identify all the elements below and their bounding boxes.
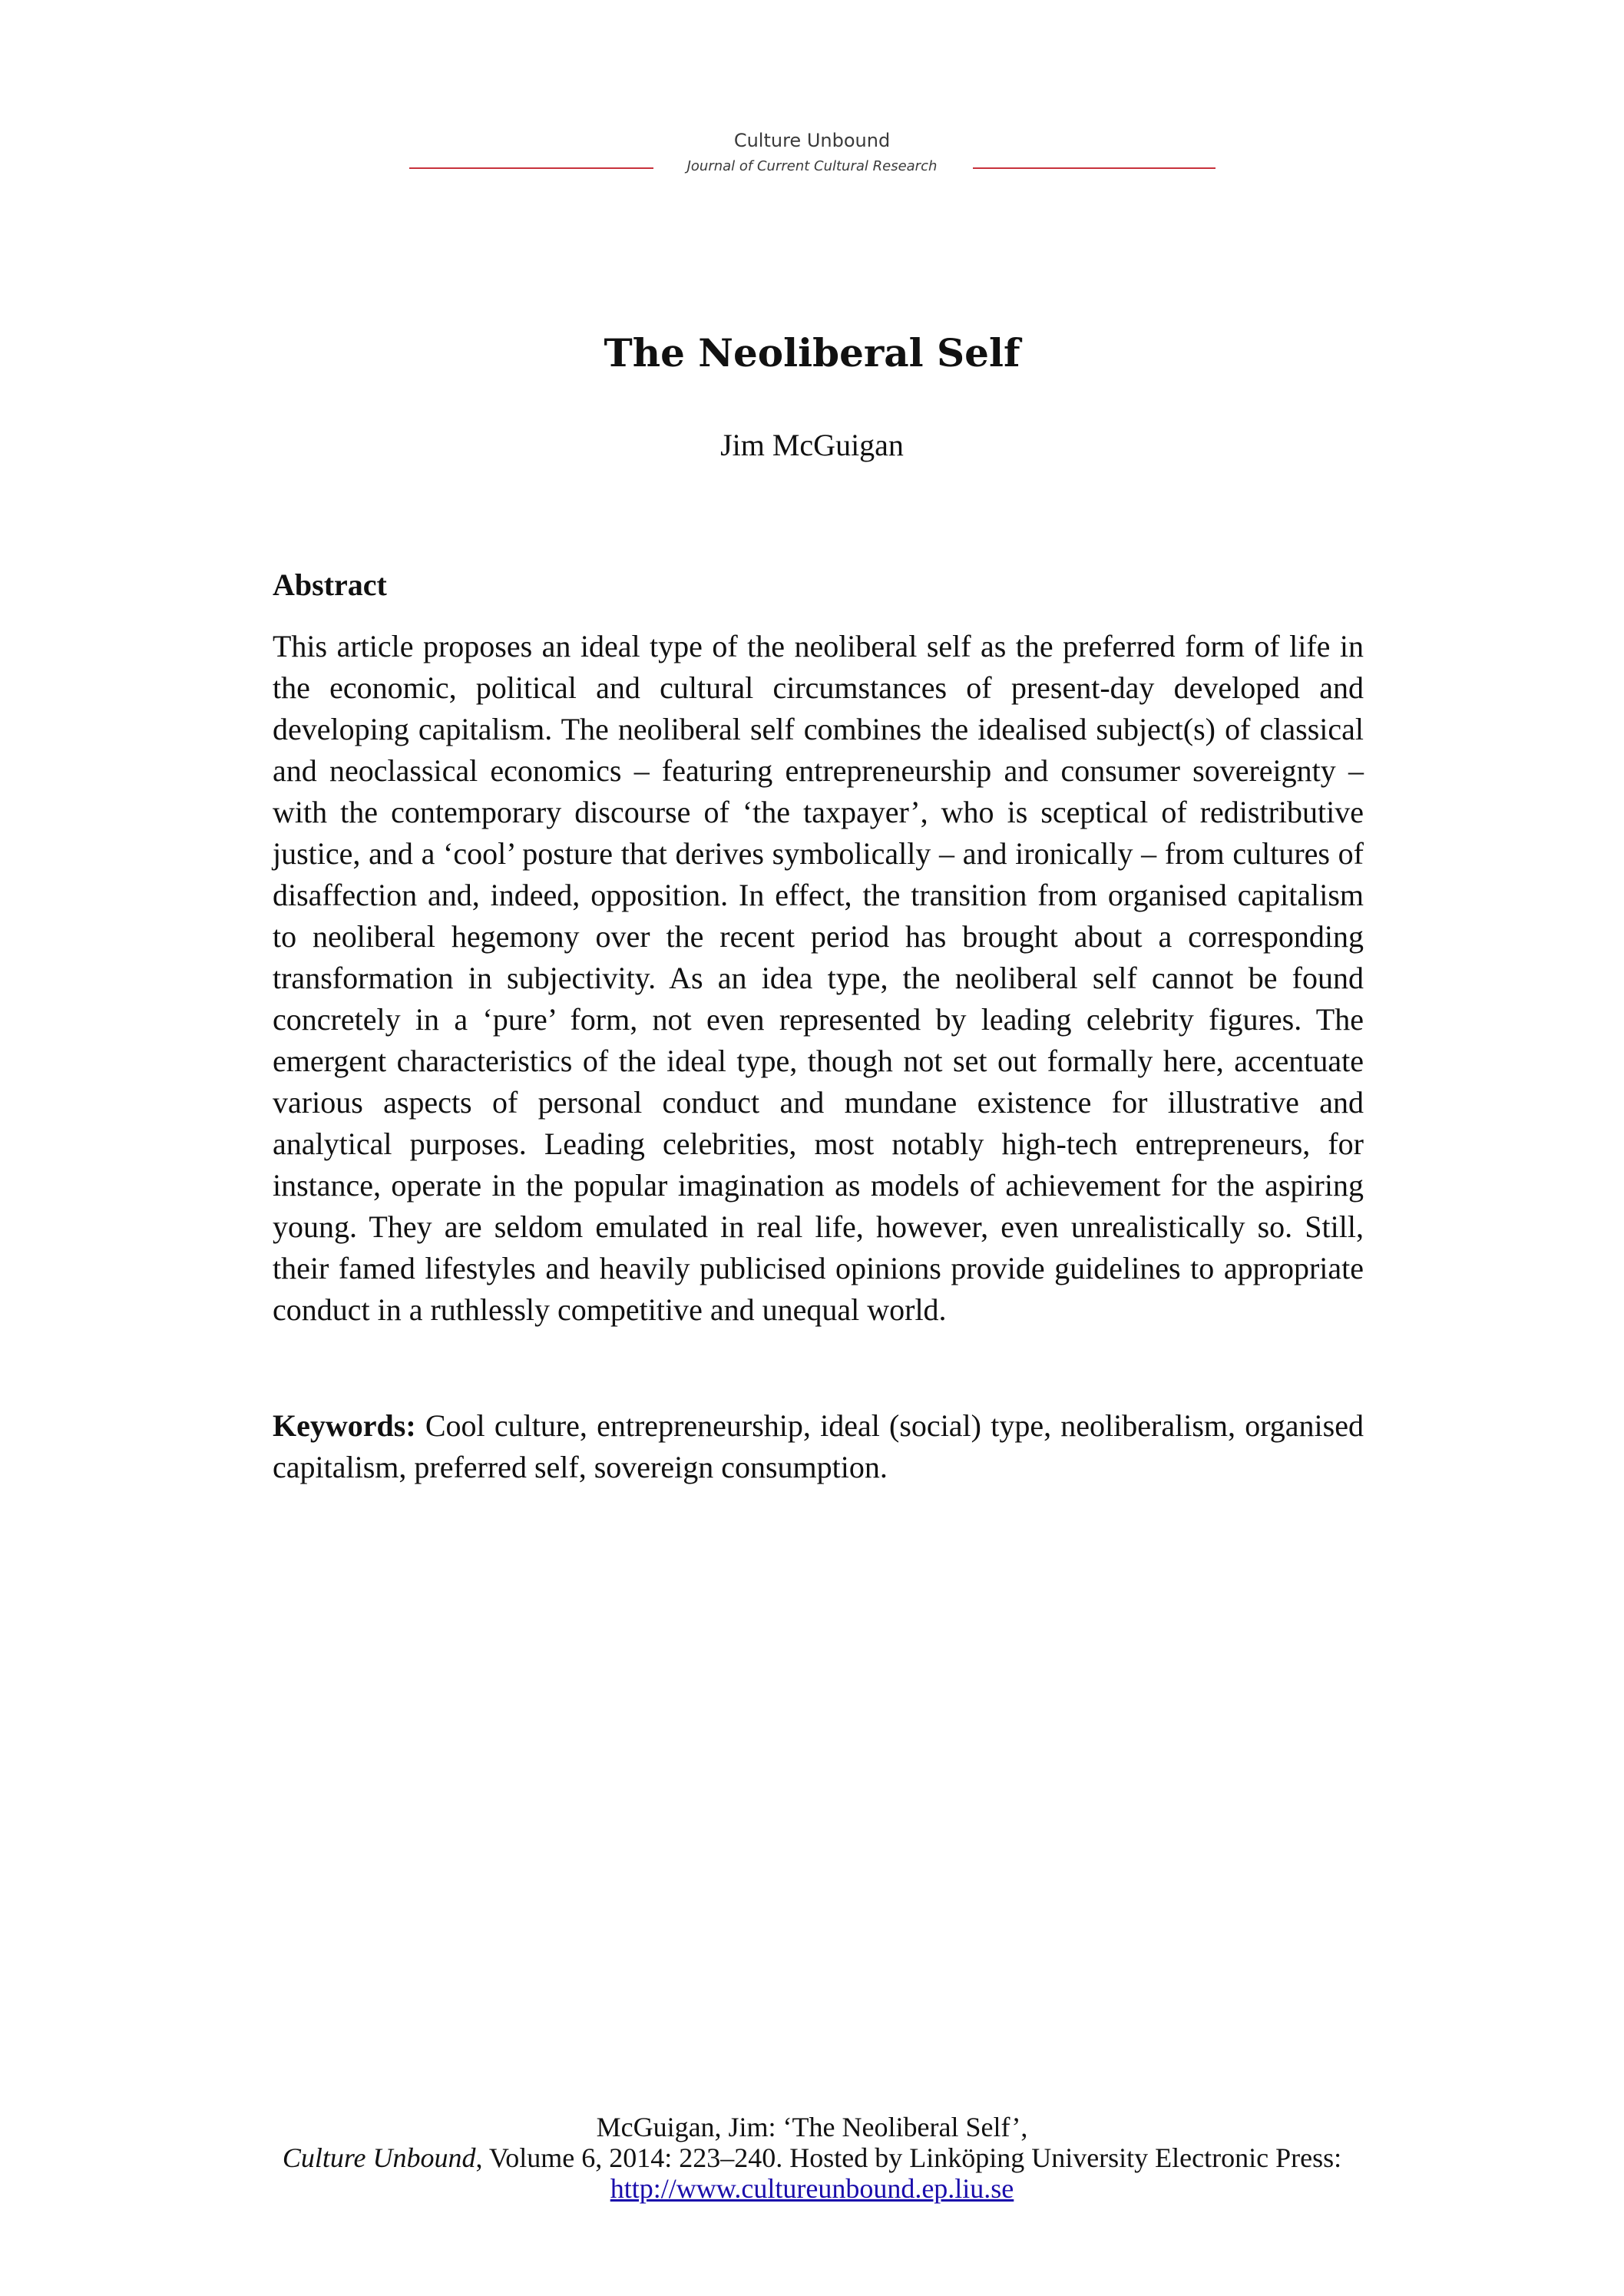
- page-footer: [0, 2112, 1624, 2204]
- keywords-paragraph: [273, 1405, 1364, 1488]
- keywords-label: Keywords:: [273, 1408, 416, 1443]
- journal-header: [0, 129, 1624, 178]
- abstract-heading: Abstract: [273, 567, 387, 602]
- footer-journal-name: Culture Unbound: [282, 2142, 476, 2173]
- journal-rule-row: [409, 155, 1216, 178]
- journal-rule-right: [973, 167, 1216, 169]
- journal-name: Culture Unbound: [733, 130, 891, 151]
- author-name: Jim McGuigan: [720, 428, 904, 462]
- footer-citation: McGuigan, Jim: ‘The Neoliberal Self’,: [596, 2112, 1028, 2142]
- footer-journal-line: [0, 2142, 1624, 2173]
- footer-details: , Volume 6, 2014: 223–240. Hosted by Linköping University Electronic Press:: [475, 2142, 1342, 2173]
- abstract-body: This article proposes an ideal type of the neoliberal self as the preferred form of life in the economic, political and cultural circumstances of present-day developed and developing capitalism. The neoliberal self combines the idealised subject(s) of classical and neoclassical economics – featuring entrepreneurship and consumer sovereignty – with the contemporary discourse of ‘the taxpayer’, who is sceptical of redistributive justice, and a ‘cool’ posture that derives symbolically – and ironically – from cultures of disaffection and, indeed, opposition. In effect, the transition from organised capitalism to neoliberal hegemony over the recent period has brought about a corresponding transformation in subjectivity. As an idea type, the neoliberal self cannot be found concretely in a ‘pure’ form, not even represented by leading celebrity figures. The emergent characteristics of the ideal type, though not set out formally here, accentuate various aspects of personal conduct and mundane existence for illustrative and analytical purposes. Leading celebrities, most notably high-tech entrepreneurs, for instance, operate in the popular imagination as models of achievement for the aspiring young. They are seldom emulated in real life, however, even unrealistically so. Still, their famed lifestyles and heavily publicised opinions provide guidelines to appropriate conduct in a ruthlessly competitive and unequal world.: [273, 629, 1364, 1327]
- keywords-text: Cool culture, entrepreneurship, ideal (social) type, neoliberalism, organised capitalism, preferred self, sovereign consumption.: [273, 1408, 1364, 1484]
- footer-url-link[interactable]: http://www.cultureunbound.ep.liu.se: [610, 2173, 1014, 2204]
- article-title: The Neoliberal Self: [604, 330, 1020, 375]
- journal-subtitle: Journal of Current Cultural Research: [686, 158, 938, 174]
